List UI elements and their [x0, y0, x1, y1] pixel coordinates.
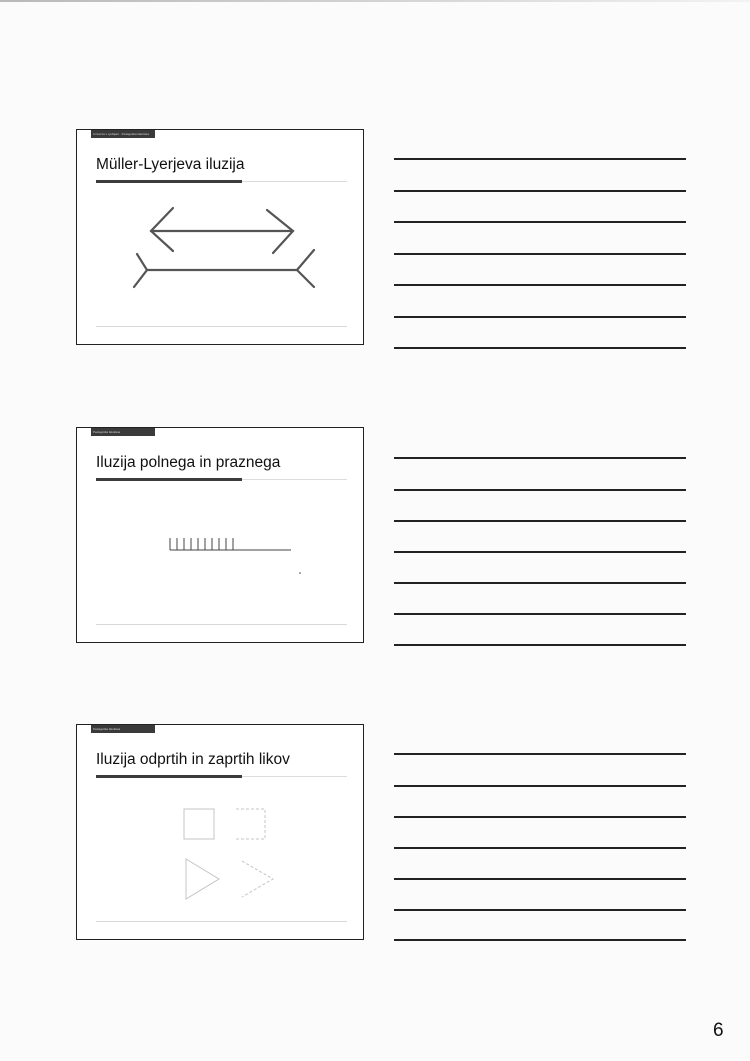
filled-empty-figure: [77, 428, 363, 642]
closed-square: [184, 809, 214, 839]
note-line: [394, 190, 686, 192]
note-line: [394, 221, 686, 223]
note-line: [394, 316, 686, 318]
note-line: [394, 489, 686, 491]
slide-filled-empty: [76, 427, 364, 643]
note-line: [394, 284, 686, 286]
tail-right: [297, 250, 314, 287]
note-line: [394, 753, 686, 755]
note-line: [394, 551, 686, 553]
closed-triangle: [186, 859, 219, 899]
note-line: [394, 457, 686, 459]
note-line: [394, 847, 686, 849]
slide-header-bar: Pedagoška fakulteta: [91, 725, 155, 733]
muller-lyer-figure: [77, 130, 363, 344]
slide-footer-line: [96, 921, 347, 922]
note-line: [394, 613, 686, 615]
note-line: [394, 644, 686, 646]
page-number: 6: [713, 1020, 724, 1041]
slide-title: Iluzija odprtih in zaprtih likov: [96, 751, 290, 768]
open-triangle: [242, 861, 273, 897]
slide-footer-line: [96, 326, 347, 327]
note-line: [394, 253, 686, 255]
slide-muller-lyer: [76, 129, 364, 345]
stray-dot: [299, 572, 301, 574]
note-line: [394, 939, 686, 941]
open-square: [236, 809, 265, 839]
tick-marks: [170, 538, 233, 550]
note-line: [394, 582, 686, 584]
note-line: [394, 158, 686, 160]
note-line: [394, 347, 686, 349]
note-line: [394, 878, 686, 880]
page-top-rule: [0, 0, 750, 2]
note-line: [394, 520, 686, 522]
slide-footer-line: [96, 624, 347, 625]
open-closed-figure: [77, 725, 363, 939]
slide-header-bar: Pedagoška fakulteta: [91, 428, 155, 436]
note-line: [394, 785, 686, 787]
slide-header-bar: Univerza v Ljubljani · Pedagoška fakulteta: [91, 130, 155, 138]
arrow-head-left: [151, 208, 173, 251]
slide-title: Müller-Lyerjeva iluzija: [96, 156, 245, 173]
note-line: [394, 816, 686, 818]
slide-open-closed: [76, 724, 364, 940]
note-line: [394, 909, 686, 911]
tail-left: [134, 254, 147, 287]
slide-title: Iluzija polnega in praznega: [96, 454, 281, 471]
